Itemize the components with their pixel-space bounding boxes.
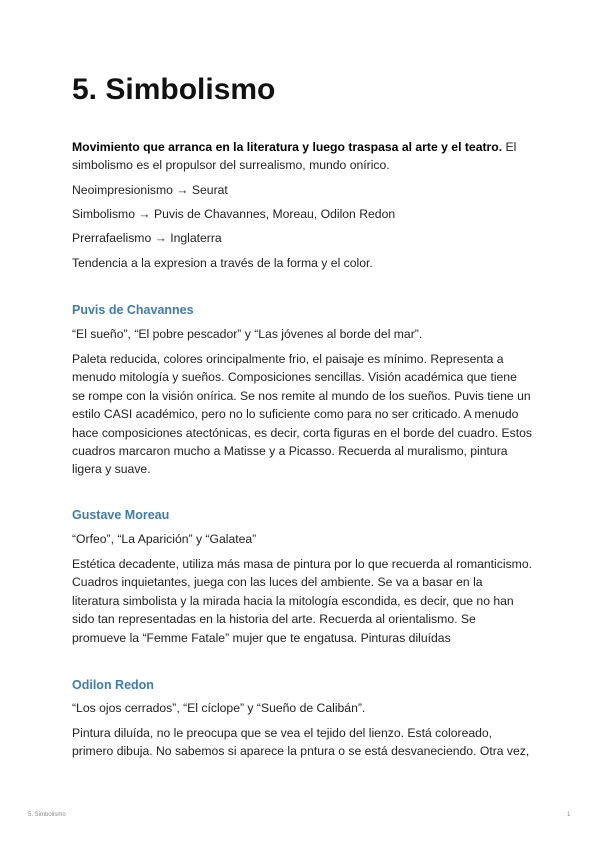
section-works: “Orfeo”, “La Aparición” y “Galatea” (72, 532, 257, 546)
footer-page-number: 1 (567, 812, 571, 818)
footer-title: 5. Simbolismo (28, 812, 66, 818)
section-body: Estética decadente, utiliza más masa de pintura por lo que recuerda al romanticismo. Cuadros inquietantes, juega con las luces del ambiente. Se va a basar en la literatura simbolista y la mirada hacia la mitología escondida, es decir, que no han sido tan representadas en la historia del arte. Recuerda al orientalismo. Se promueve la “Femme Fatale” mujer que te engatusa. Pinturas diluídas (72, 557, 532, 645)
intro-lead: Movimiento que arranca en la literatura y luego traspasa al arte y el teatro. (72, 140, 503, 154)
section-heading-redon: Odilon Redon (72, 678, 154, 692)
intro-line: Simbolismo → Puvis de Chavannes, Moreau, Odilon Redon (72, 207, 396, 221)
section-heading-puvis: Puvis de Chavannes (72, 303, 194, 317)
section-works: “El sueño”, “El pobre pescador” y “Las jóvenes al borde del mar”. (72, 327, 423, 341)
section-body: Pintura diluída, no le preocupa que se vea el tejido del lienzo. Está coloreado, primero dibuja. No sabemos si aparece la pntura o se está desvaneciendo. Otra vez, (72, 726, 530, 759)
intro-paragraph (72, 138, 532, 175)
section-heading-moreau: Gustave Moreau (72, 508, 170, 522)
intro-line: Prerrafaelismo → Inglaterra (72, 231, 222, 245)
intro-line: Tendencia a la expresion a través de la forma y el color. (72, 256, 373, 270)
section-body: Paleta reducida, colores orincipalmente frio, el paisaje es mínimo. Representa a menudo mitología y sueños. Composiciones sencillas. Visión académica que tiene se rompe con la visión onírica. Se nos remite al mundo de los sueños. Puvis tiene un estilo CASI académico, pero no lo suficiente como para no ser criticado. A menudo hace composiciones atectónicas, es decir, corta figuras en el borde del cuadro. Estos cuadros marcaron mucho a Matisse y a Picasso. Recuerda al muralismo, pintura ligera y suave. (72, 352, 532, 477)
section-works: “Los ojos cerrados”, “El cíclope” y “Sueño de Calibán”. (72, 701, 366, 715)
page-title: 5. Simbolismo (72, 73, 276, 106)
intro-line: Neoimpresionismo → Seurat (72, 183, 228, 197)
intro-rest: El simbolismo es el propulsor del surrealismo, mundo onírico. (72, 140, 517, 173)
